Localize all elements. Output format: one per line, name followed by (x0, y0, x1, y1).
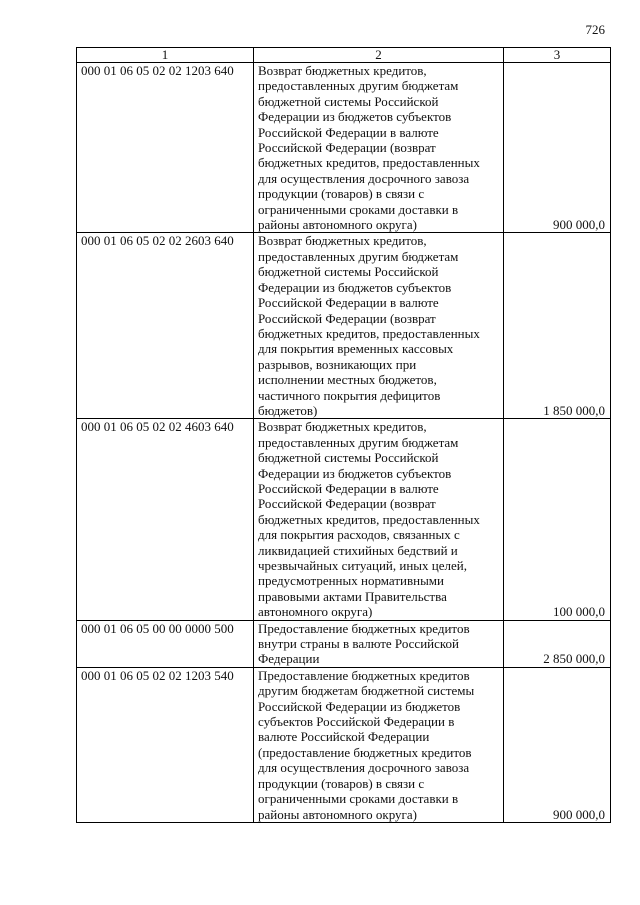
description-line: ограниченными сроками доставки в (258, 201, 459, 217)
description-line: Возврат бюджетных кредитов, (258, 419, 427, 435)
table-row (77, 620, 611, 667)
description-line: правовыми актами Правительства (258, 588, 447, 604)
page-number: 726 (585, 22, 605, 37)
description-line: Российской Федерации из бюджетов (258, 698, 461, 714)
description-line: предоставленных другим бюджетам (258, 434, 459, 450)
description-line: бюджетной системы Российской (258, 450, 439, 466)
table-row (77, 419, 611, 620)
table-header-row (77, 48, 611, 63)
column-header-2: 2 (254, 48, 504, 63)
description-line: бюджетных кредитов, предоставленных (258, 325, 480, 341)
description-line: Предоставление бюджетных кредитов (258, 620, 470, 636)
amount-cell: 2 850 000,0 (504, 620, 611, 667)
description-line: предоставленных другим бюджетам (258, 78, 459, 94)
description-line: Российской Федерации (возврат (258, 496, 436, 512)
description-line: исполнении местных бюджетов, (258, 372, 437, 388)
description-line: бюджетной системы Российской (258, 93, 439, 109)
description-line: Федерации из бюджетов субъектов (258, 279, 452, 295)
budget-code-cell: 000 01 06 05 02 02 1203 540 (77, 667, 254, 822)
description-line: разрывов, возникающих при (258, 356, 417, 372)
description-line: Российской Федерации (возврат (258, 310, 436, 326)
description-cell (254, 419, 504, 620)
description-line: частичного покрытия дефицитов (258, 387, 441, 403)
description-line: предоставленных другим бюджетам (258, 248, 459, 264)
description-line: для покрытия временных кассовых (258, 341, 454, 357)
budget-code-cell: 000 01 06 05 02 02 1203 640 (77, 63, 254, 233)
description-line: бюджетов) (258, 402, 318, 418)
description-line: Федерации из бюджетов субъектов (258, 465, 452, 481)
description-line: районы автономного округа) (258, 217, 417, 233)
budget-code-cell: 000 01 06 05 02 02 2603 640 (77, 233, 254, 419)
description-line: автономного округа) (258, 604, 373, 620)
description-line: внутри страны в валюте Российской (258, 636, 459, 652)
description-cell (254, 667, 504, 822)
description-line: Российской Федерации в валюте (258, 124, 439, 140)
column-header-1: 1 (77, 48, 254, 63)
budget-code-cell: 000 01 06 05 02 02 4603 640 (77, 419, 254, 620)
amount-cell: 900 000,0 (504, 667, 611, 822)
description-line: Федерации из бюджетов субъектов (258, 109, 452, 125)
description-line: субъектов Российской Федерации в (258, 714, 455, 730)
table-row (77, 233, 611, 419)
description-line: для покрытия расходов, связанных с (258, 527, 460, 543)
table-row (77, 667, 611, 822)
description-cell (254, 620, 504, 667)
description-line: продукции (товаров) в связи с (258, 186, 425, 202)
description-line: чрезвычайных ситуаций, иных целей, (258, 558, 467, 573)
amount-cell: 900 000,0 (504, 63, 611, 233)
description-line: для осуществления досрочного завоза (258, 170, 470, 186)
budget-code-cell: 000 01 06 05 00 00 0000 500 (77, 620, 254, 667)
description-line: Предоставление бюджетных кредитов (258, 667, 470, 683)
description-line: Федерации (258, 651, 320, 667)
table-row (77, 63, 611, 233)
column-header-3: 3 (504, 48, 611, 63)
description-line: Российской Федерации в валюте (258, 480, 439, 496)
description-cell (254, 63, 504, 233)
description-line: районы автономного округа) (258, 806, 417, 822)
description-line: Возврат бюджетных кредитов, (258, 63, 427, 78)
table-body (77, 63, 611, 823)
description-line: продукции (товаров) в связи с (258, 775, 425, 791)
amount-cell: 1 850 000,0 (504, 233, 611, 419)
description-line: (предоставление бюджетных кредитов (258, 744, 472, 760)
description-line: предусмотренных нормативными (258, 573, 444, 589)
description-cell (254, 233, 504, 419)
description-line: Российской Федерации (возврат (258, 140, 436, 156)
description-line: бюджетных кредитов, предоставленных (258, 511, 480, 527)
description-line: бюджетной системы Российской (258, 264, 439, 280)
description-line: валюте Российской Федерации (258, 729, 430, 745)
budget-table (76, 47, 611, 823)
description-line: ликвидацией стихийных бедствий и (258, 542, 458, 558)
description-line: ограниченными сроками доставки в (258, 791, 459, 807)
amount-cell: 100 000,0 (504, 419, 611, 620)
description-line: Российской Федерации в валюте (258, 295, 439, 311)
description-line: Возврат бюджетных кредитов, (258, 233, 427, 249)
description-line: другим бюджетам бюджетной системы (258, 683, 475, 699)
description-line: для осуществления досрочного завоза (258, 760, 470, 776)
description-line: бюджетных кредитов, предоставленных (258, 155, 480, 171)
